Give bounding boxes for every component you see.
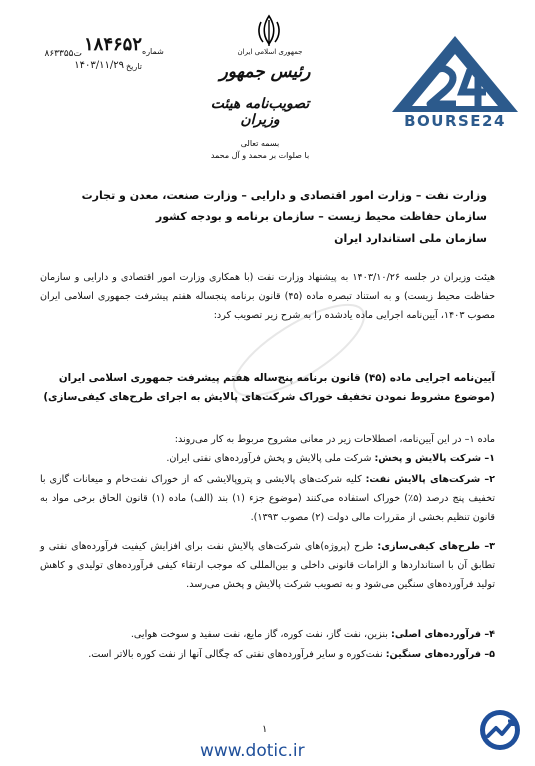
intro-paragraph: هیئت وزیران در جلسه ۱۴۰۳/۱۰/۲۶ به پیشنهاد وزارت نفت (با همکاری وزارت امور اقتصادی و دارایی و سازمان حفاظت محیط زیست) و به استناد تبصره ماده (۴۵) قانون برنامه پنجساله هفتم پیشرفت جمهوری اسلامی ایران مصوب ۱۴۰۳، آیین‌نامه اجرایی ماده یادشده را به شرح زیر تصویب کرد: (40, 272, 496, 321)
approval-title: تصویب‌نامه هیئت وزیران (210, 96, 310, 128)
president-title: رئیس جمهور (219, 62, 311, 82)
republic-label: جمهوری اسلامی ایران (237, 48, 303, 56)
reference-number-label: شماره (142, 47, 164, 56)
reference-date-label: تاریخ (126, 62, 142, 71)
page-number: ۱ (262, 724, 268, 735)
reference-secondary-number: ت۸۶۳۳۵۵ (44, 49, 82, 59)
definition-2: ۲– شرکت‌های پالایش نفت: کلیه شرکت‌های پالایشی و پتروپالایشی که از خوراک نفت‌خام و میعانات گازی با تخفیف پنج درصد (۵٪) خوراک استفاده می‌کنند (موضوع جزء (۱) بند (الف) ماده (۱) قانون الحاق برخی مواد به قانون تنظیم بخشی از مقررات مالی دولت (۲) مصوب ۱۳۹۳). (40, 474, 496, 523)
opening-line-1: بسمه تعالی (240, 139, 280, 148)
iran-emblem-icon (255, 14, 283, 48)
definition-5: ۵– فرآورده‌های سنگین: نفت‌کوره و سایر فرآورده‌های نفتی که چگالی آنها از نفت کوره بالاتر است. (88, 649, 495, 660)
regulation-subtitle: (موضوع مشروط نمودن تخفیف خوراک شرکت‌های پالایش به اجرای طرح‌های کیفی‌سازی) (43, 391, 495, 403)
dotic-logo-icon (478, 708, 522, 752)
regulation-title: آیین‌نامه اجرایی ماده (۴۵) قانون برنامه پنج‌ساله هفتم پیشرفت جمهوری اسلامی ایران (58, 372, 495, 384)
reference-number: ۱۸۴۶۵۲ (83, 34, 142, 55)
bourse24-logo-text: BOURSE24 (404, 112, 506, 130)
definition-4: ۴– فرآورده‌های اصلی: بنزین، نفت گاز، نفت کوره، گاز مایع، نفت سفید و سوخت هوایی. (130, 629, 495, 640)
article-1-heading: ماده ۱– در این آیین‌نامه، اصطلاحات زیر در معانی مشروح مربوط به کار می‌روند: (174, 434, 495, 445)
reference-date: ۱۴۰۳/۱۱/۲۹ (74, 60, 124, 71)
recipient-line-3: سازمان ملی استاندارد ایران (334, 232, 487, 245)
definition-3: ۳– طرح‌های کیفی‌سازی: طرح (پروژه)های شرکت‌های پالایش نفت برای افزایش کیفیت فرآورده‌های نفتی و تطابق آن با استانداردها و الزامات قانونی داخلی و بین‌المللی که موجب ارتقاء کیفی فرآورده‌های تولیدی و کاهش تولید فرآورده‌های سنگین می‌شود و به تصویب شرکت پالایش و پخش می‌رسد. (40, 541, 495, 590)
opening-line-2: با صلوات بر محمد و آل محمد (210, 151, 310, 160)
footer-url-link[interactable]: www.dotic.ir (200, 741, 305, 761)
recipient-line-1: وزارت نفت – وزارت امور اقتصادی و دارایی – وزارت صنعت، معدن و تجارت (81, 189, 487, 202)
definition-1: ۱– شرکت پالایش و پخش: شرکت ملی پالایش و پخش فرآورده‌های نفتی ایران. (166, 453, 495, 464)
recipient-line-2: سازمان حفاظت محیط زیست – سازمان برنامه و بودجه کشور (155, 210, 487, 223)
